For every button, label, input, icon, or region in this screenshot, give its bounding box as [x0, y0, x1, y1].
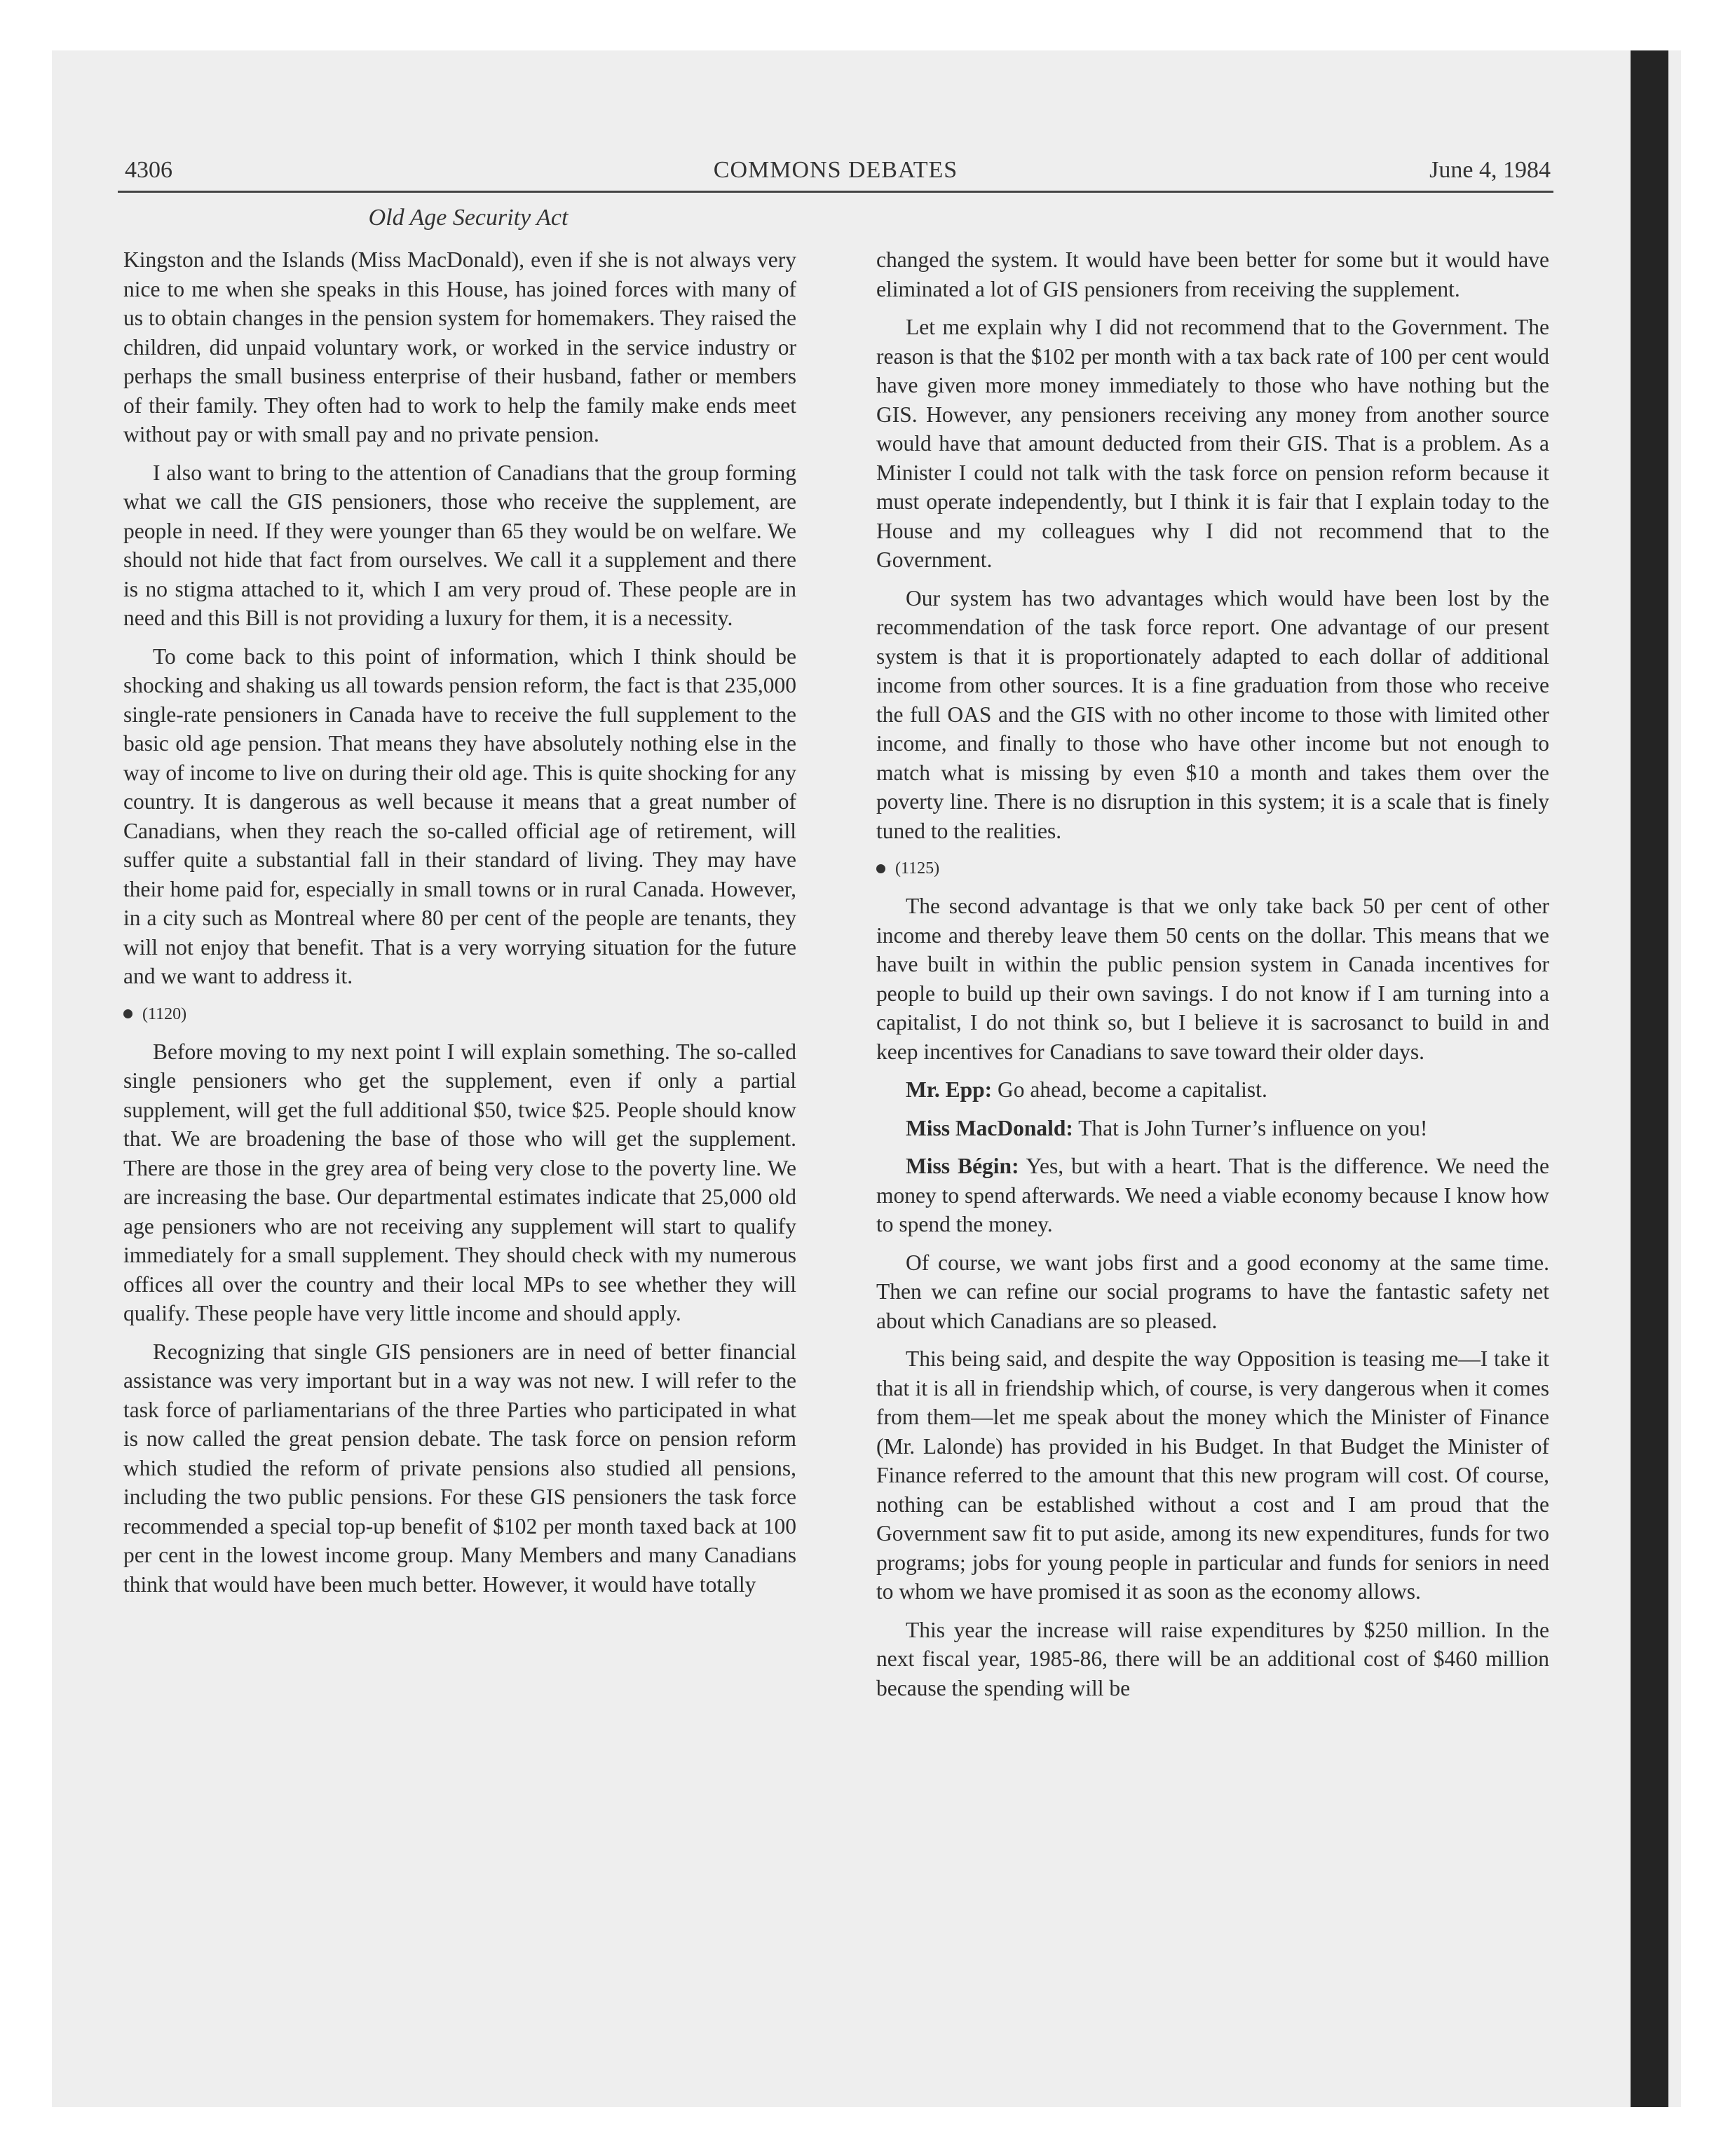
time-marker-label: (1120)	[142, 1004, 187, 1023]
paragraph: Of course, we want jobs first and a good economy at the same time. Then we can refine our social programs to have the fantastic safety net about which Canadians are so pleased.	[876, 1250, 1549, 1333]
publication-date: June 4, 1984	[1429, 157, 1551, 183]
paragraph: The second advantage is that we only take back 50 per cent of other income and thereby leave them 50 cents on the dollar. This means that we have built in within the public pension system in Canada incentives for people to build up their own savings. I do not know if I am turning into a capitalist, I do not think so, but I believe it is sacrosanct to build in and keep incentives for Canadians to save toward their older days.	[876, 894, 1549, 1064]
running-head: Old Age Security Act	[368, 205, 569, 231]
paragraph: changed the system. It would have been better for some but it would have eliminated a lot of GIS pensioners from receiving the supplement.	[876, 247, 1549, 301]
speech-macdonald	[876, 1114, 1549, 1143]
paragraph: Kingston and the Islands (Miss MacDonald), even if she is not always very nice to me when she speaks in this House, has joined forces with many of us to obtain changes in the pension system for homemakers. They raised the children, did unpaid voluntary work, or worked in the service industry or perhaps the small business enterprise of their husband, father or members of their family. They often had to work to help the family make ends meet without pay or with small pay and no private pension.	[123, 247, 796, 446]
paragraph: To come back to this point of information, which I think should be shocking and shaking us all towards pension reform, the fact is that 235,000 single-rate pensioners in Canada have to receive the full supplement to the basic old age pension. That means they have absolutely nothing else in the way of income to live on during their old age. This is quite shocking for any country. It is dangerous as well because it means that a great number of Canadians, when they reach the so-called official age of retirement, will suffer quite a substantial fall in their standard of living. They may have their home paid for, especially in small towns or in rural Canada. However, in a city such as Montreal where 80 per cent of the people are tenants, they will not enjoy that benefit. That is a very worrying situation for the future and we want to address it.	[123, 643, 796, 988]
bullet-icon	[123, 1009, 132, 1018]
paragraph: Our system has two advantages which would have been lost by the recommendation of the task force report. One advantage of our present system is that it is proportionately adapted to each dollar of additional income from other sources. It is a fine graduation from those who receive the full OAS and the GIS with no other income to those with limited other income, and finally to those who have other income but not enough to match what is missing by even $10 a month and takes them over the poverty line. There is no disruption in this system; it is a scale that is finely tuned to the realities.	[876, 585, 1549, 843]
paragraph: Recognizing that single GIS pensioners are in need of better financial assistance was very important but in a way was not new. I will refer to the task force of parliamentarians of the three Parties who participated in what is now called the great pension debate. The task force on pension reform which studied the reform of private pensions also studied all pensions, including the two public pensions. For these GIS pensioners the task force recommended a special top-up benefit of $102 per month taxed back at 100 per cent in the lowest income group. Many Members and many Canadians think that would have been much better. However, it would have totally	[123, 1339, 796, 1597]
publication-title: COMMONS DEBATES	[713, 157, 958, 183]
time-marker	[876, 858, 1549, 879]
right-column	[876, 245, 1549, 1942]
left-column	[123, 245, 796, 1942]
scan-dark-edge	[1631, 50, 1668, 2107]
speech-text: Go ahead, become a capitalist.	[992, 1077, 1267, 1102]
speaker-name: Miss MacDonald:	[906, 1115, 1073, 1140]
paragraph: This being said, and despite the way Opposition is teasing me—I take it that it is all in friendship which, of course, is very dangerous when it comes from them—let me speak about the money which the Minister of Finance (Mr. Lalonde) has provided in his Budget. In that Budget the Minister of Finance referred to the amount that this new program will cost. Of course, nothing can be established without a cost and I am proud that the Government saw fit to put aside, among its new expenditures, funds for two programs; jobs for young people in particular and funds for seniors in need to whom we have promised it as soon as the economy allows.	[876, 1346, 1549, 1604]
time-marker	[123, 1004, 796, 1025]
paragraph: I also want to bring to the attention of Canadians that the group forming what we call the GIS pensioners, those who receive the supplement, are people in need. If they were younger than 65 they would be on welfare. We should not hide that fact from ourselves. We call it a supplement and there is no stigma attached to it, which I am very proud of. These people are in need and this Bill is not providing a luxury for them, it is a necessity.	[123, 460, 796, 630]
page-number: 4306	[125, 157, 172, 183]
speech-text: That is John Turner’s influence on you!	[1073, 1115, 1428, 1140]
paragraph: Before moving to my next point I will explain something. The so-called single pensioners who get the supplement, even if only a partial supplement, will get the full additional $50, twice $25. People should know that. We are broadening the base of those who will get the supplement. There are those in the grey area of being very close to the poverty line. We are increasing the base. Our departmental estimates indicate that 25,000 old age pensioners who are not receiving any supplement will start to qualify immediately for a small supplement. They should check with my numerous offices all over the country and their local MPs to see whether they will qualify. These people have very little income and should apply.	[123, 1039, 796, 1325]
speech-text: Yes, but with a heart. That is the difference. We need the money to spend afterwards. We need a viable economy because I know how to spend the money.	[876, 1154, 1549, 1236]
paragraph: This year the increase will raise expenditures by $250 million. In the next fiscal year, 1985-86, there will be an additional cost of $460 million because the spending will be	[876, 1617, 1549, 1700]
paragraph: Let me explain why I did not recommend that to the Government. The reason is that the $102 per month with a tax back rate of 100 per cent would have given more money immediately to those who have nothing but the GIS. However, any pensioners receiving any money from another source would have that amount deducted from their GIS. That is a problem. As a Minister I could not talk with the task force on pension reform because it must operate independently, but I think it is fair that I explain today to the House and my colleagues why I did not recommend that to the Government.	[876, 315, 1549, 572]
speaker-name: Mr. Epp:	[906, 1077, 993, 1102]
bullet-icon	[876, 864, 885, 873]
speech-begin	[876, 1152, 1549, 1239]
speaker-name: Miss Bégin:	[906, 1154, 1019, 1178]
page-header	[118, 153, 1553, 193]
speech-epp	[876, 1075, 1549, 1105]
time-marker-label: (1125)	[895, 859, 940, 878]
